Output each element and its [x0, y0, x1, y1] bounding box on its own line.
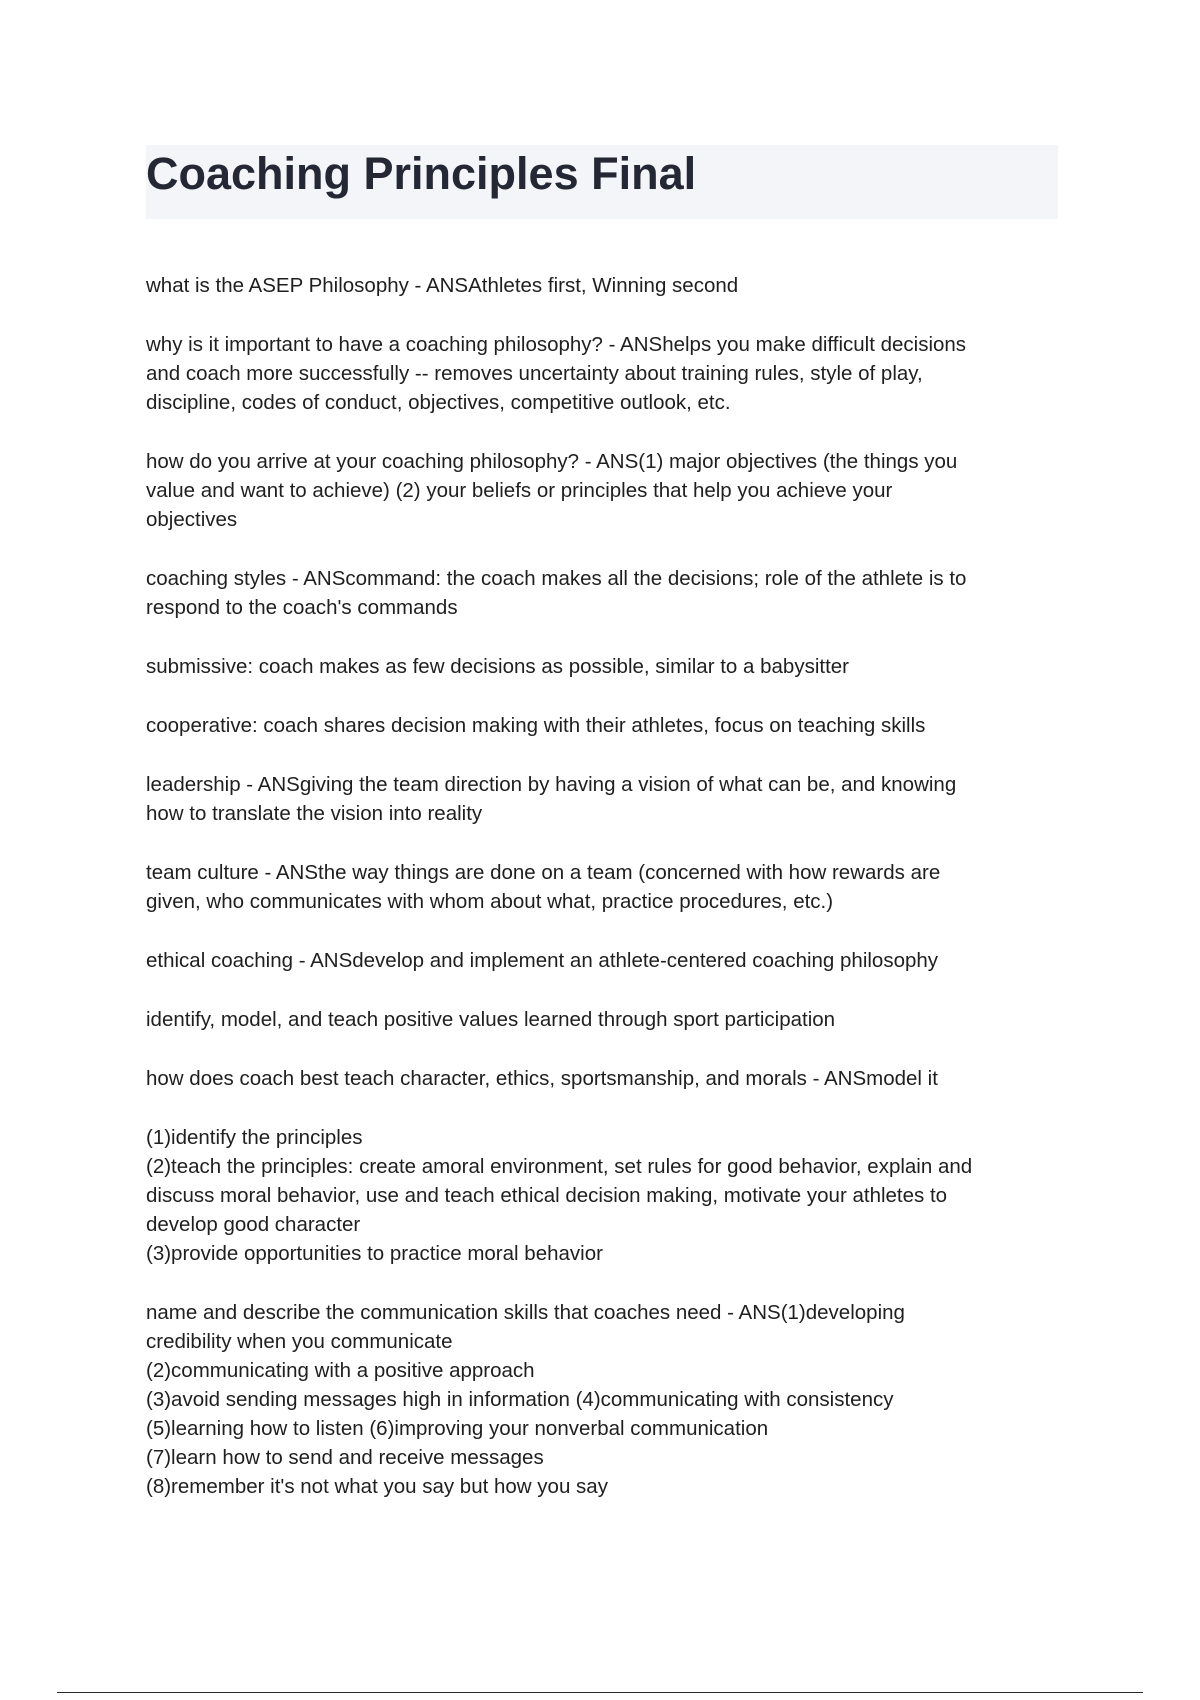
- qa-paragraph: [146, 1005, 1046, 1034]
- qa-paragraph: [146, 564, 1046, 622]
- qa-paragraph: [146, 946, 1046, 975]
- document-body: [146, 271, 1046, 1531]
- paragraph-line: how to translate the vision into reality: [146, 802, 483, 825]
- paragraph-line: respond to the coach's commands: [146, 596, 458, 619]
- paragraph-line: how do you arrive at your coaching philosophy? - ANS(1) major objectives (the things you: [146, 450, 958, 473]
- paragraph-line: (2)communicating with a positive approach: [146, 1359, 535, 1382]
- paragraph-line: given, who communicates with whom about what, practice procedures, etc.): [146, 890, 834, 913]
- document-title: Coaching Principles Final: [146, 148, 697, 199]
- paragraph-line: what is the ASEP Philosophy - ANSAthletes first, Winning second: [146, 274, 739, 297]
- qa-paragraph: [146, 1123, 1046, 1268]
- paragraph-line: (2)teach the principles: create amoral environment, set rules for good behavior, explain and: [146, 1155, 973, 1178]
- paragraph-line: submissive: coach makes as few decisions as possible, similar to a babysitter: [146, 655, 849, 678]
- paragraph-line: discipline, codes of conduct, objectives, competitive outlook, etc.: [146, 391, 731, 414]
- qa-paragraph: [146, 447, 1046, 534]
- paragraph-line: leadership - ANSgiving the team direction by having a vision of what can be, and knowing: [146, 773, 957, 796]
- paragraph-line: cooperative: coach shares decision making with their athletes, focus on teaching skills: [146, 714, 926, 737]
- qa-paragraph: [146, 711, 1046, 740]
- paragraph-line: (3)provide opportunities to practice moral behavior: [146, 1242, 603, 1265]
- paragraph-line: name and describe the communication skills that coaches need - ANS(1)developing: [146, 1301, 905, 1324]
- qa-paragraph: [146, 1298, 1046, 1501]
- paragraph-line: credibility when you communicate: [146, 1330, 453, 1353]
- paragraph-line: value and want to achieve) (2) your beliefs or principles that help you achieve your: [146, 479, 893, 502]
- paragraph-line: objectives: [146, 508, 238, 531]
- paragraph-line: (3)avoid sending messages high in information (4)communicating with consistency: [146, 1388, 894, 1411]
- title-band: [146, 145, 1058, 219]
- paragraph-line: develop good character: [146, 1213, 361, 1236]
- paragraph-line: discuss moral behavior, use and teach ethical decision making, motivate your athletes to: [146, 1184, 948, 1207]
- paragraph-line: (8)remember it's not what you say but how you say: [146, 1475, 608, 1498]
- paragraph-line: team culture - ANSthe way things are done on a team (concerned with how rewards are: [146, 861, 941, 884]
- qa-paragraph: [146, 652, 1046, 681]
- paragraph-line: ethical coaching - ANSdevelop and implement an athlete-centered coaching philosophy: [146, 949, 939, 972]
- qa-paragraph: [146, 770, 1046, 828]
- qa-paragraph: [146, 858, 1046, 916]
- qa-paragraph: [146, 1064, 1046, 1093]
- paragraph-line: (7)learn how to send and receive messages: [146, 1446, 544, 1469]
- paragraph-line: why is it important to have a coaching philosophy? - ANShelps you make difficult decisions: [146, 333, 967, 356]
- qa-paragraph: [146, 271, 1046, 300]
- footer-rule: [57, 1692, 1143, 1693]
- paragraph-line: identify, model, and teach positive values learned through sport participation: [146, 1008, 836, 1031]
- paragraph-line: coaching styles - ANScommand: the coach makes all the decisions; role of the athlete is to: [146, 567, 967, 590]
- paragraph-line: how does coach best teach character, ethics, sportsmanship, and morals - ANSmodel it: [146, 1067, 938, 1090]
- paragraph-line: (5)learning how to listen (6)improving your nonverbal communication: [146, 1417, 769, 1440]
- paragraph-line: (1)identify the principles: [146, 1126, 363, 1149]
- qa-paragraph: [146, 330, 1046, 417]
- paragraph-line: and coach more successfully -- removes uncertainty about training rules, style of play,: [146, 362, 923, 385]
